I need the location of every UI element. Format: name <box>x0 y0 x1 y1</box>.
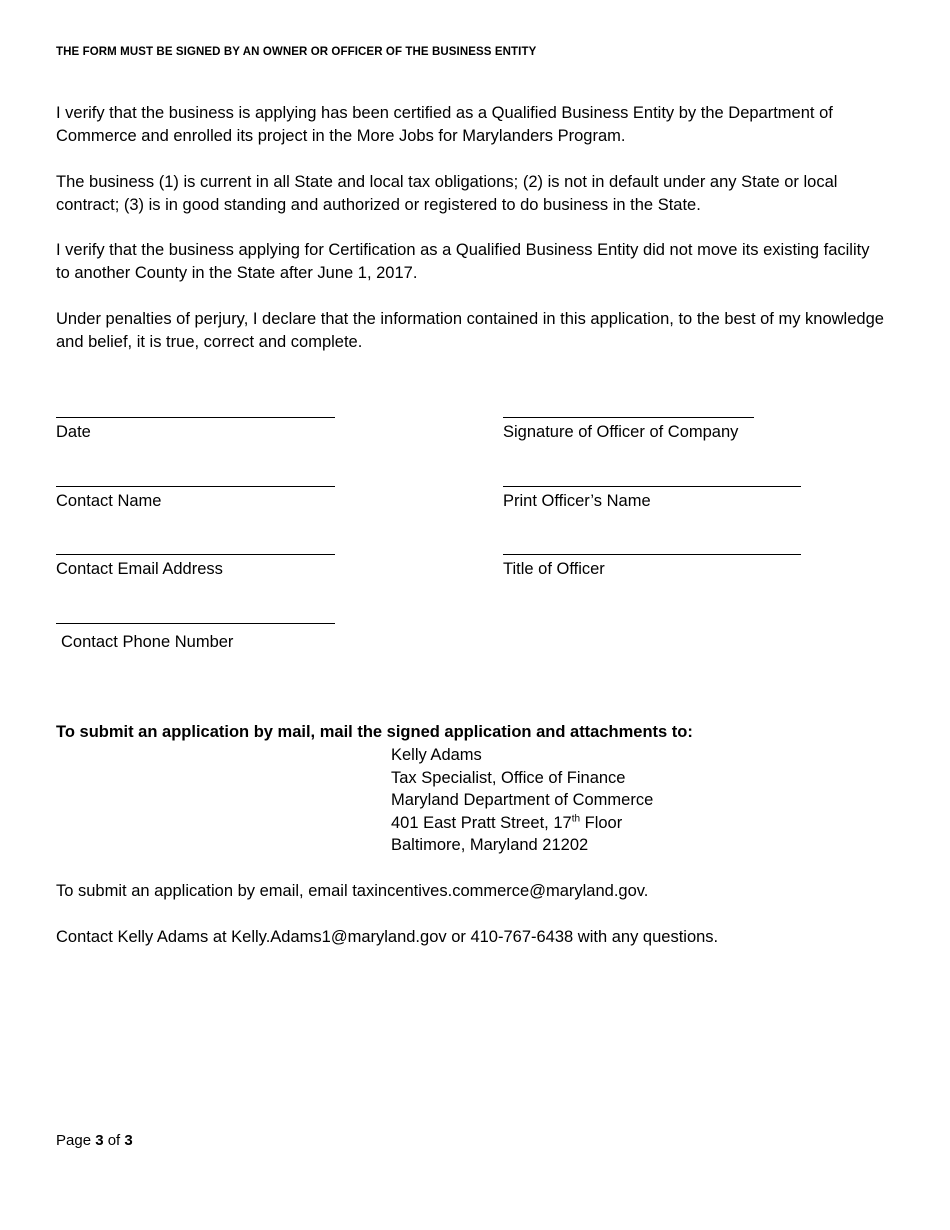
paragraph-certification: I verify that the business is applying has been certified as a Qualified Business Entity by the Department of Commerce and enrolled its project in the More Jobs for Marylanders Program. <box>56 104 833 145</box>
signature-label: Signature of Officer of Company <box>503 423 739 441</box>
contact-name-line[interactable] <box>56 486 335 487</box>
contact-email-label: Contact Email Address <box>56 560 223 578</box>
officer-title-line[interactable] <box>503 554 801 555</box>
paragraph-facility: I verify that the business applying for Certification as a Qualified Business Entity did not move its existing facility to another County in the State after June 1, 2017. <box>56 241 870 282</box>
contact-email-line[interactable] <box>56 554 335 555</box>
contact-phone-line[interactable] <box>56 623 335 624</box>
address-title: Tax Specialist, Office of Finance <box>391 768 626 787</box>
form-notice-heading: THE FORM MUST BE SIGNED BY AN OWNER OR OFFICER OF THE BUSINESS ENTITY <box>56 46 537 58</box>
email-submit-line: To submit an application by email, email taxincentives.commerce@maryland.gov. <box>56 882 649 900</box>
signature-line[interactable] <box>503 417 754 418</box>
address-city: Baltimore, Maryland 21202 <box>391 836 589 855</box>
paragraph-perjury: Under penalties of perjury, I declare that the information contained in this application, to the best of my knowledge and belief, it is true, correct and complete. <box>56 310 884 351</box>
address-org: Maryland Department of Commerce <box>391 791 654 810</box>
officer-title-label: Title of Officer <box>503 560 605 578</box>
date-label: Date <box>56 423 91 441</box>
mail-instruction: To submit an application by mail, mail the signed application and attachments to: <box>56 723 693 741</box>
page-number: Page 3 of 3 <box>56 1132 133 1149</box>
contact-name-label: Contact Name <box>56 492 162 510</box>
date-line[interactable] <box>56 417 335 418</box>
paragraph-tax-standing: The business (1) is current in all State and local tax obligations; (2) is not in default under any State or local contract; (3) is in good standing and authorized or registered to do business in the State. <box>56 173 838 214</box>
contact-phone-label: Contact Phone Number <box>61 633 234 651</box>
address-name: Kelly Adams <box>391 746 482 764</box>
print-name-line[interactable] <box>503 486 801 487</box>
contact-line: Contact Kelly Adams at Kelly.Adams1@maryland.gov or 410-767-6438 with any questions. <box>56 928 719 946</box>
mailing-address <box>391 744 653 857</box>
print-name-label: Print Officer’s Name <box>503 492 651 510</box>
address-street: 401 East Pratt Street, 17th Floor <box>391 813 623 832</box>
